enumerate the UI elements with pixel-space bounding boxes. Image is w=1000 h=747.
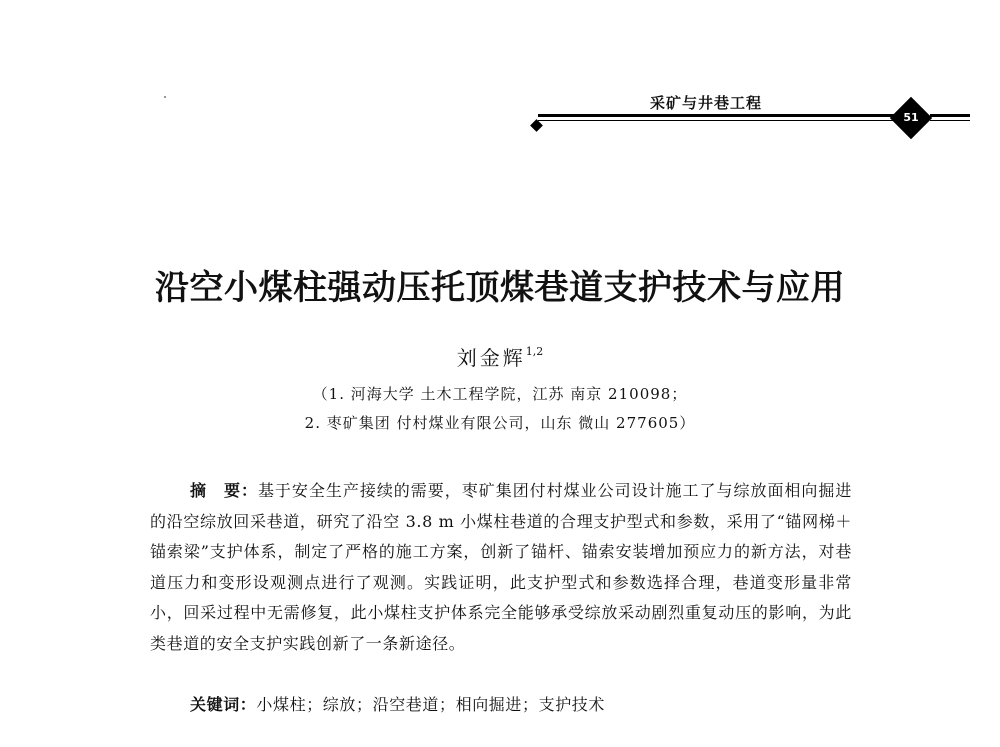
author-name: 刘金辉 bbox=[456, 346, 526, 370]
header-rule-right bbox=[930, 114, 970, 117]
abstract-label: 摘 要： bbox=[190, 481, 258, 500]
header-rule-thin bbox=[538, 120, 910, 121]
page-number: 51 bbox=[903, 111, 919, 124]
abstract bbox=[150, 476, 852, 659]
affiliation-2: 2. 枣矿集团 付村煤业有限公司，山东 微山 277605） bbox=[304, 414, 696, 432]
running-header-section: 采矿与井巷工程 bbox=[650, 94, 763, 112]
affiliation-1: （1. 河海大学 土木工程学院，江苏 南京 210098； bbox=[312, 385, 688, 403]
diamond-ornament-icon bbox=[530, 119, 543, 132]
keywords bbox=[190, 692, 850, 715]
scan-speck bbox=[164, 96, 166, 98]
author-line bbox=[0, 342, 1000, 371]
abstract-text: 基于安全生产接续的需要，枣矿集团付村煤业公司设计施工了与综放面相向掘进的沿空综放回采巷道，研究了沿空 3.8 m 小煤柱巷道的合理支护型式和参数，采用了“锚网梯＋锚索梁”支护体系，制定了严格的施工方案，创新了锚杆、锚索安装增加预应力的新方法，对巷道压力和变形设观测点进行了观测。实践证明，此支护型式和参数选择合理，巷道变形量非常小，回采过程中无需修复，此小煤柱支护体系完全能够承受综放采动剧烈重复动压的影响，为此类巷道的安全支护实践创新了一条新途径。 bbox=[150, 481, 852, 653]
keywords-text: 小煤柱；综放；沿空巷道；相向掘进；支护技术 bbox=[256, 695, 606, 714]
header-rule-right-thin bbox=[930, 120, 970, 121]
article-title: 沿空小煤柱强动压托顶煤巷道支护技术与应用 bbox=[155, 268, 845, 308]
author-affiliation-marks: 1,2 bbox=[525, 345, 544, 358]
keywords-label: 关键词： bbox=[190, 695, 257, 714]
header-rule bbox=[538, 114, 910, 117]
